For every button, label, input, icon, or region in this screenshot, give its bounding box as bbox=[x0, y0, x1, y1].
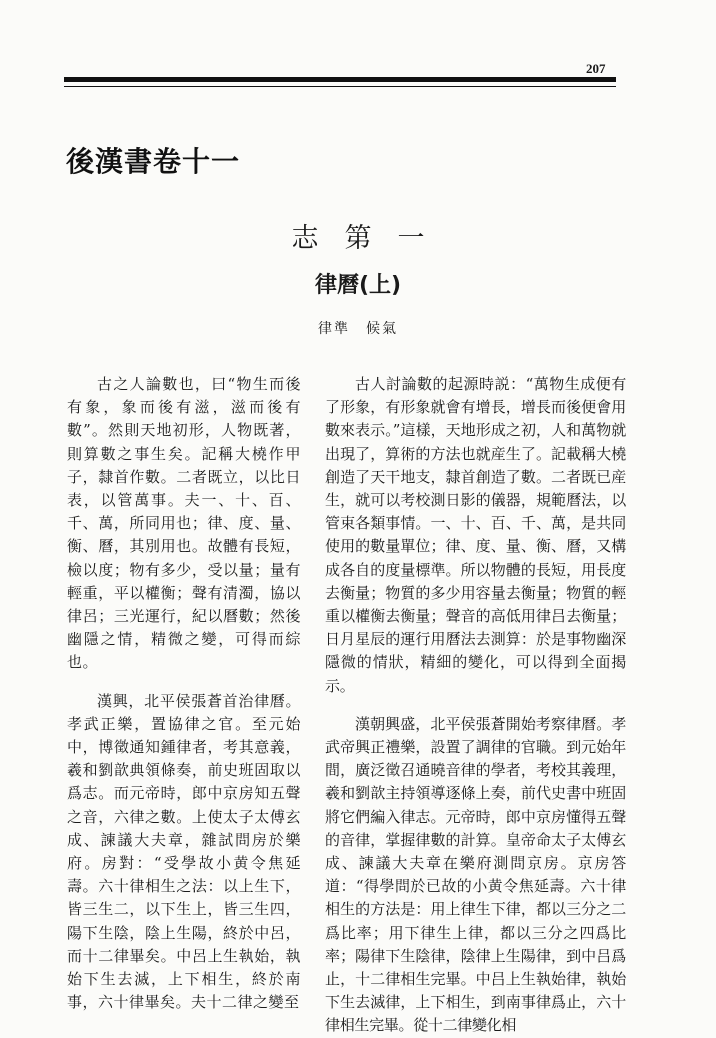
header-rule-thin bbox=[64, 86, 616, 87]
original-paragraph: 古之人論數也，曰“物生而後有象，象而後有滋，滋而後有數”。然則天地初形，人物既著，則算數之事生矣。記稱大橈作甲子，隸首作數。二者既立，以比日表，以管萬事。夫一、十、百、千、萬，所同用也；律、度、量、衡、曆，其別用也。故體有長短，檢以度；物有多少，受以量；量有輕重，平以權衡；聲有清濁，協以律呂；三光運行，紀以曆數；然後幽隱之情，精微之變，可得而綜也。 bbox=[67, 375, 301, 672]
translation-paragraph: 古人討論數的起源時説：“萬物生成便有了形象，有形象就會有增長，增長而後便會用數來表示。”這樣，天地形成之初，人和萬物就出現了，算術的方法也就産生了。記載稱大橈創造了天干地支，隸首創造了數。二者既已産生，就可以考校測日影的儀器，規範曆法，以管束各類事情。一、十、百、千、萬，是共同使用的數量單位；律、度、量、衡、曆，又構成各自的度量標準。所以物體的長短，用長度去衡量；物質的多少用容量去衡量；物質的輕重以權衡去衡量；聲音的高低用律吕去衡量；日月星辰的運行用曆法去測算：於是事物幽深隱微的情狀，精細的變化，可以得到全面揭示。 bbox=[325, 375, 626, 695]
header-rule-thick bbox=[64, 77, 616, 82]
page-number: 207 bbox=[586, 61, 606, 76]
translation-paragraph: 漢朝興盛，北平侯張蒼開始考察律曆。孝武帝興正禮樂，設置了調律的官職。到元始年間，廣泛徵召通曉音律的學者，考校其義理，羲和劉歆主持領導逐條上奏，前代史書中班固將它們編入律志。元帝時，郎中京房懂得五聲的音律，掌握律數的計算。皇帝命太子太傅玄成、諫議大夫章在樂府測問京房。京房答道：“得學問於已故的小黄令焦延壽。六十律相生的方法是：用上律生下律，都以三分之二爲比率；用下律生上律，都以三分之四爲比率；陽律下生陰律，陰律上生陽律，到中吕爲止，十二律相生完畢。中吕上生執始律，執始下生去滅律，上下相生，到南事律爲止，六十律相生完畢。從十二律變化相 bbox=[325, 714, 626, 1035]
translation-text-column bbox=[325, 373, 626, 1038]
original-paragraph: 漢興，北平侯張蒼首治律曆。孝武正樂，置協律之官。至元始中，博徵通知鍾律者，考其意義，羲和劉歆典領條奏，前史班固取以爲志。而元帝時，郎中京房知五聲之音，六律之數。上使太子太傅玄成、諫議大夫章，雜試問房於樂府。房對：“受學故小黄令焦延壽。六十律相生之法：以上生下，皆三生二，以下生上，皆三生四，陽下生陰，陰上生陽，終於中呂，而十二律畢矣。中呂上生執始，執始下生去滅，上下相生，終於南事，六十律畢矣。夫十二律之變至 bbox=[67, 691, 301, 1012]
chapter-title: 律曆(上) bbox=[314, 273, 402, 298]
original-text-column bbox=[67, 373, 301, 1014]
chapter-subtitle: 律準 候氣 bbox=[318, 321, 398, 337]
section-title: 志第一 bbox=[291, 223, 451, 254]
book-title: 後漢書卷十一 bbox=[66, 145, 241, 178]
